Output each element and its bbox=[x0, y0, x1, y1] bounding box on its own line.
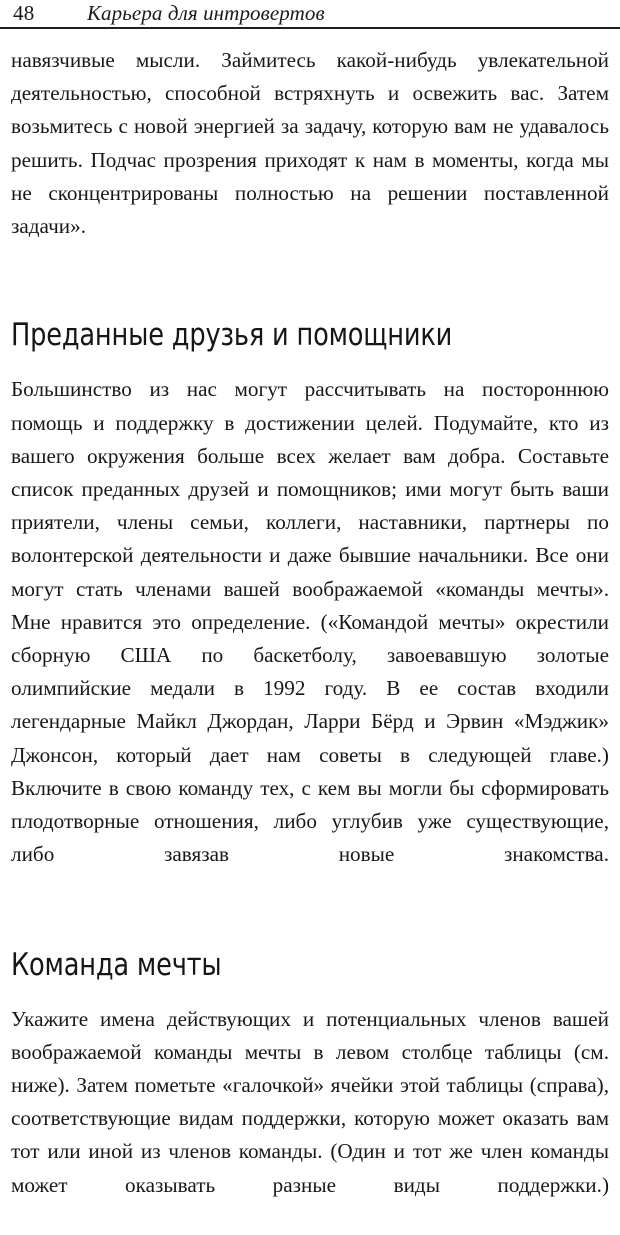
paragraph-loyal-friends: Большинство из нас могут рассчитывать на постороннюю помощь и поддержку в достижении целей. Подумайте, кто из вашего окружения больше всех желает вам добра. Составьте список преданных друзей и помощников; ими могут быть ваши приятели, члены семьи, коллеги, наставники, партнеры по волонтерской деятельности и даже бывшие начальники. Все они могут стать членами вашей воображаемой «команды мечты». Мне нравится это определение. («Командой мечты» окрестили сборную США по баскетболу, завоевавшую золотые олимпийские медали в 1992 году. В ее состав входили легендарные Майкл Джордан, Ларри Бёрд и Эрвин «Мэджик» Джонсон, который дает нам советы в следующей главе.) Включите в свою команду тех, с кем вы могли бы сформировать плодотворные отношения, либо углубив уже существующие, либо завязав новые знакомства. bbox=[11, 377, 609, 867]
spacer-before-heading-1 bbox=[11, 276, 609, 317]
running-head-title: Карьера для интровертов bbox=[87, 1, 325, 25]
running-head bbox=[0, 0, 620, 30]
text-column bbox=[11, 44, 609, 1235]
spacer-after-heading-2 bbox=[11, 983, 609, 1003]
section-heading-dream-team: Команда мечты bbox=[11, 946, 222, 983]
paragraph-dream-team-instructions: Укажите имена действующих и потенциальных членов вашей воображаемой команды мечты в левом столбце таблицы (см. ниже). Затем пометьте «галочкой» ячейки этой таблицы (справа), соответствующие видам поддержки, которую может оказать вам тот или иной из членов команды. (Один и тот же член команды может оказывать разные виды поддержки.) bbox=[11, 1006, 609, 1197]
spacer-after-heading-1 bbox=[11, 353, 609, 373]
header-divider bbox=[0, 27, 620, 29]
paragraph-continuation: навязчивые мысли. Займитесь какой-нибудь увлекательной деятельностью, способной встряхнуть и освежить вас. Затем возьмитесь с новой энергией за задачу, которую вам не удавалось решить. Подчас прозрения приходят к нам в моменты, когда мы не сконцентрированы полностью на решении поставленной задачи». bbox=[11, 48, 609, 239]
spacer-before-heading-2 bbox=[11, 905, 609, 947]
page-number: 48 bbox=[13, 1, 35, 25]
section-heading-loyal-friends: Преданные друзья и помощники bbox=[11, 317, 453, 354]
